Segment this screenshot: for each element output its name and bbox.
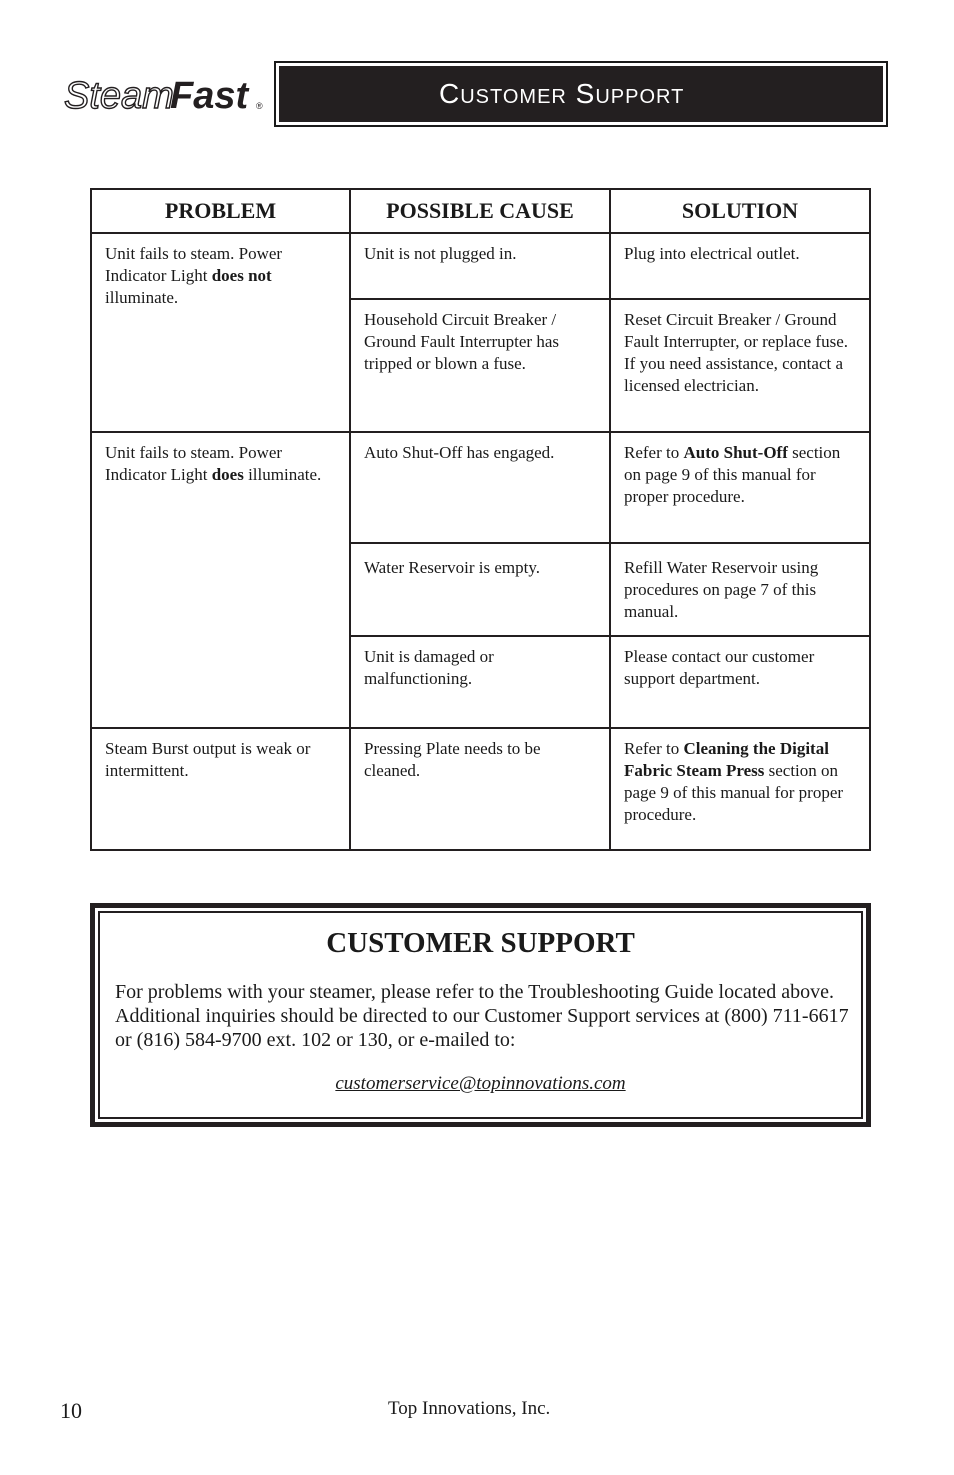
cause-cell: Auto Shut-Off has engaged. [350,432,610,543]
table-row [91,728,870,850]
header-solution: SOLUTION [610,189,870,233]
logo-fast-text: Fast [170,75,249,116]
logo-trademark: ® [256,101,263,111]
solution-cell: Refer to Auto Shut-Off section on page 9 of this manual for proper procedure. [610,432,870,543]
solution-cell: Refer to Cleaning the Digital Fabric Steam Press section on page 9 of this manual for proper procedure. [610,728,870,850]
cause-cell: Household Circuit Breaker / Ground Fault Interrupter has tripped or blown a fuse. [350,299,610,432]
customer-support-inner-frame [98,911,863,1119]
problem-cell: Unit fails to steam. Power Indicator Light does not illuminate. [91,233,350,432]
customer-support-text: For problems with your steamer, please refer to the Troubleshooting Guide located above. Additional inquiries should be directed to our Customer Support services at (800) 711-6617 or (816) 584-9700 ext. 102 or 130, or e-mailed to: [115,981,849,1051]
customer-support-title: CUSTOMER SUPPORT [326,927,635,959]
support-email-link[interactable]: customerservice@topinnovations.com [335,1073,626,1094]
page-number: 10 [60,1398,82,1423]
table-row [91,233,870,299]
problem-cell: Steam Burst output is weak or intermittent. [91,728,350,850]
table-row [91,432,870,543]
solution-cell: Please contact our customer support department. [610,636,870,728]
table-header-row [91,189,870,233]
footer-company: Top Innovations, Inc. [388,1398,551,1419]
problem-cell: Unit fails to steam. Power Indicator Light does illuminate. [91,432,350,728]
solution-cell: Plug into electrical outlet. [610,233,870,299]
page-title: Customer Support [279,66,883,122]
cause-cell: Unit is damaged or malfunctioning. [350,636,610,728]
logo-steam-text: Steam [64,75,174,116]
header-possible-cause: POSSIBLE CAUSE [350,189,610,233]
header-bar [274,61,888,127]
solution-cell: Refill Water Reservoir using procedures on page 7 of this manual. [610,543,870,636]
cause-cell: Unit is not plugged in. [350,233,610,299]
cause-cell: Water Reservoir is empty. [350,543,610,636]
customer-support-box [90,903,871,1127]
troubleshooting-table [90,188,871,851]
header-problem: PROBLEM [91,189,350,233]
cause-cell: Pressing Plate needs to be cleaned. [350,728,610,850]
steamfast-logo [62,72,267,116]
solution-cell: Reset Circuit Breaker / Ground Fault Interrupter, or replace fuse. If you need assistance, contact a licensed electrician. [610,299,870,432]
